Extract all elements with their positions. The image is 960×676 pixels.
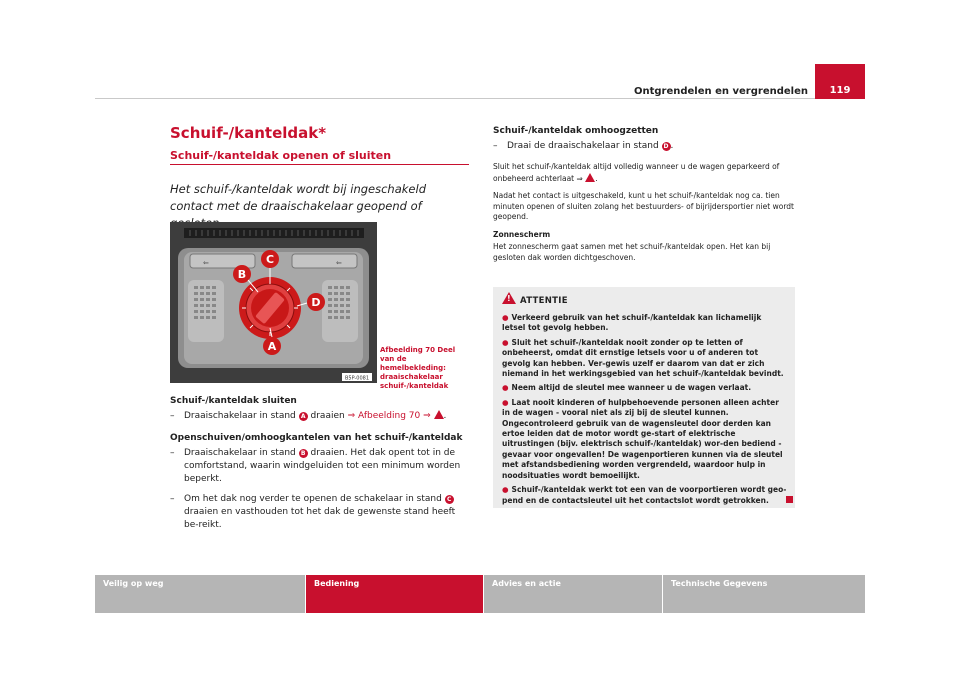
close-heading: Schuif-/kanteldak sluiten [170, 396, 297, 406]
slide-step-1-text-2: draaien. Het dak opent tot in de comfortstand, waarin windgeluiden tot een minimum worden beperkt. [184, 448, 461, 484]
footer-tab-technische-gegevens[interactable]: Technische Gegevens [663, 575, 865, 613]
warning-item [502, 383, 787, 393]
figure-code: B5P-0081 [344, 375, 370, 382]
warning-item-text: Sluit het schuif-/kanteldak nooit zonder op te letten of onbeheerst, omdat dit ernstige letsels voor u of anderen tot gevolg kan hebben. Ver-gewis uzelf er daarom van dat er zich niemand in het werkingsgebied van het schuif-/kanteldak bevindt. [502, 337, 784, 379]
slide-step-2 [170, 493, 470, 532]
subsection-rule [170, 164, 469, 165]
sunscreen-heading: Zonnescherm [493, 229, 551, 239]
svg-text:⇐: ⇐ [203, 259, 209, 267]
warning-icon [434, 410, 444, 419]
footer-tab-bediening[interactable]: Bediening [306, 575, 483, 613]
page-number: 119 [815, 64, 865, 99]
slide-step-2-text-2: draaien en vasthouden tot het dak de gewenste stand heeft be-reikt. [184, 507, 456, 530]
lead-paragraph: Het schuif-/kanteldak wordt bij ingeschakeld contact met de draaischakelaar geopend of [170, 182, 426, 213]
warning-item-text: Schuif-/kanteldak werkt tot een van de voorportieren wordt geo-pend en de contactsleutel uit het contactslot wordt getrokken. [502, 485, 787, 505]
svg-text:⇐: ⇐ [336, 259, 342, 267]
tilt-step-text: Draai de draaischakelaar in stand [507, 141, 659, 151]
bullet-icon: ● [502, 397, 509, 407]
warning-item [502, 485, 787, 506]
warning-item-text: Laat nooit kinderen of hulpbehoevende personen alleen achter in de wagen - vooral niet als zij bij de sleutel kunnen. Ongecontroleerd gebruik van de wagensleutel door derden kan ertoe leiden dat de motor wordt ge-start of elektrische uitrustingen (bijv. elektrisch schuif-/kanteldak) wor-den bediend - gevaar voor ongevallen! De wagenportieren kunnen via de sleutel met afstandsbediening worden vergrendeld, waardoor hulp in noodsituaties wordt bemoeilijkt. [502, 397, 783, 480]
warning-item-text: Neem altijd de sleutel mee wanneer u de wagen verlaat. [511, 383, 752, 393]
note-park-text: Sluit het schuif-/kanteldak altijd volledig wanneer u de wagen geparkeerd of onbeheerd achterlaat ⇒ [493, 162, 780, 183]
position-d-badge: D [662, 142, 671, 151]
close-step: – Draaischakelaar in stand A draaien ⇒ Afbeelding 70 ⇒ . [170, 410, 470, 423]
warning-box [493, 287, 795, 508]
position-c-badge: C [445, 495, 454, 504]
roof-switch-figure [170, 222, 377, 383]
left-column-body [170, 396, 470, 532]
warning-item [502, 313, 787, 334]
footer-tab-advies-en-actie[interactable]: Advies en actie [484, 575, 662, 613]
bullet-icon: ● [502, 313, 509, 322]
tilt-step: – Draai de draaischakelaar in stand D . [493, 140, 795, 153]
running-header: Ontgrendelen en vergrendelen [633, 86, 808, 97]
roof-switch-illustration [170, 222, 377, 383]
footer-nav [95, 575, 865, 613]
footer-tab-veilig-op-weg[interactable]: Veilig op weg [95, 575, 305, 613]
subsection-title: Schuif-/kanteldak openen of sluiten [170, 149, 392, 162]
header-rule [95, 98, 865, 99]
warning-item-text: Verkeerd gebruik van het schuif-/kanteldak kan lichamelijk letsel tot gevolg hebben. [502, 313, 762, 333]
position-b-badge: B [299, 449, 308, 458]
warning-item [502, 338, 787, 380]
tilt-heading: Schuif-/kanteldak omhoogzetten [493, 126, 659, 136]
label-a: A [267, 340, 277, 353]
label-d: D [311, 296, 321, 309]
slide-step-2-text: Om het dak nog verder te openen de schakelaar in stand [184, 494, 442, 504]
section-title: Schuif-/kanteldak* [170, 124, 327, 142]
right-column-body [493, 126, 795, 263]
label-b: B [237, 268, 247, 281]
slide-heading: Openschuiven/omhoogkantelen van het schuif-/kanteldak [170, 433, 463, 443]
warning-triangle-icon [502, 292, 516, 304]
bullet-icon: ● [502, 383, 509, 393]
close-step-text-2: draaien [310, 411, 345, 421]
figure-caption: Afbeelding 70 Deel van de hemelbekleding: draaischakelaar schuif-/kanteldak [380, 346, 456, 390]
note-park: Sluit het schuif-/kanteldak altijd volledig wanneer u de wagen geparkeerd of onbeheerd achterlaat ⇒ . [493, 162, 780, 183]
bullet-icon: ● [502, 485, 509, 495]
sunscreen-text: Het zonnescherm gaat samen met het schuif-/kanteldak open. Het kan bij gesloten dak worden dichtgeschoven. [493, 242, 771, 262]
figure-reference-link[interactable]: ⇒ Afbeelding 70 ⇒ [347, 411, 431, 421]
close-step-text: Draaischakelaar in stand [184, 411, 296, 421]
bullet-icon: ● [502, 337, 509, 347]
position-a-badge: A [299, 412, 308, 421]
warning-title: ATTENTIE [520, 296, 568, 306]
note-ignition: Nadat het contact is uitgeschakeld, kunt u het schuif-/kanteldak nog ca. tien minuten openen of sluiten zolang het bestuurders- of bijrijdersportier niet wordt geopend. [493, 191, 794, 221]
warning-icon [585, 173, 595, 182]
slide-step-1 [170, 447, 470, 486]
warning-item [502, 398, 787, 481]
slide-step-1-text: Draaischakelaar in stand [184, 448, 296, 458]
label-c: C [265, 253, 275, 266]
section-end-marker [786, 496, 793, 503]
